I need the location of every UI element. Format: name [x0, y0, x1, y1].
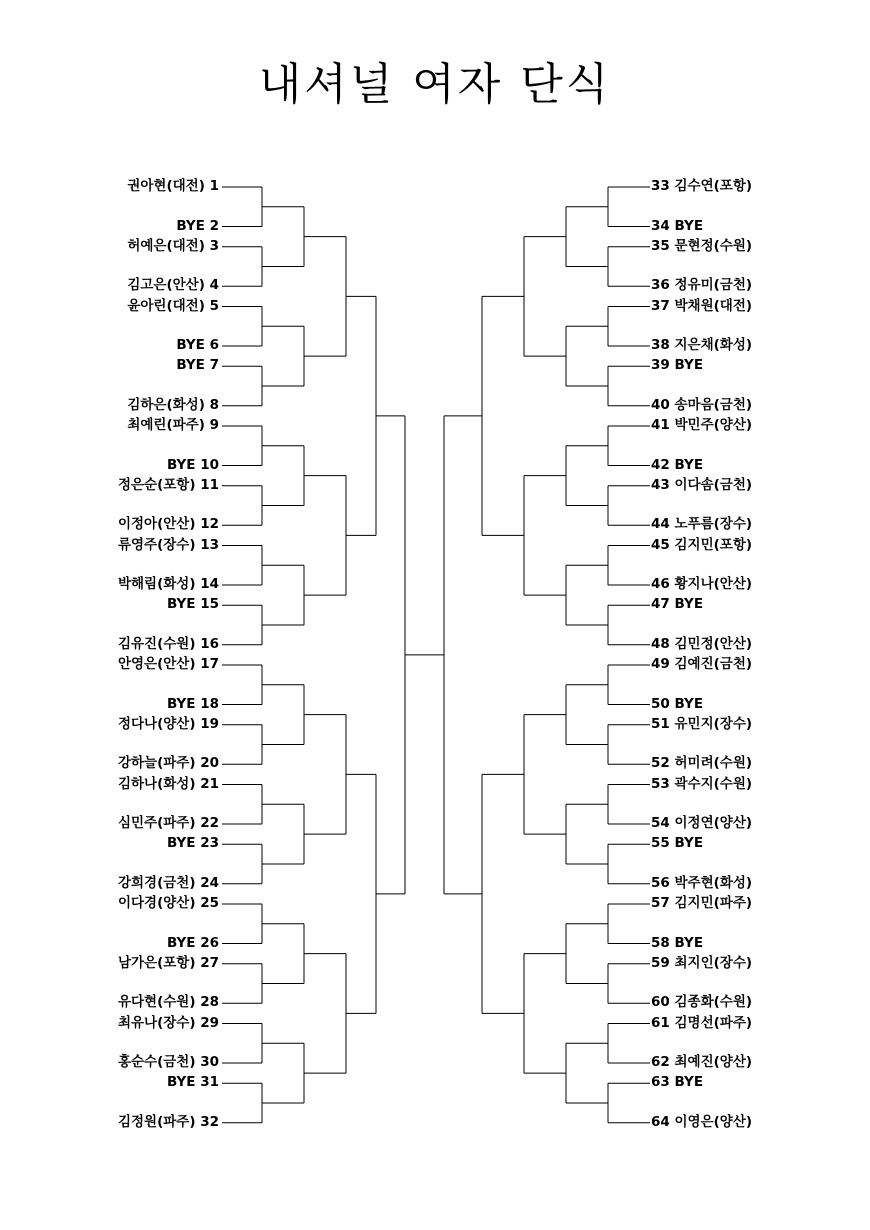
player-name: 최예진(양산) — [674, 1054, 753, 1070]
left-slot-11 — [118, 477, 219, 493]
left-slot-29 — [118, 1015, 219, 1031]
seed-number: 29 — [200, 1014, 219, 1031]
player-name: 이영은(양산) — [674, 1113, 753, 1130]
player-name: 박채원(대전) — [674, 297, 753, 314]
player-name: 정은순(포항) — [117, 476, 196, 493]
right-slot-45 — [651, 537, 752, 553]
seed-number: 10 — [200, 456, 219, 473]
left-slot-15 — [167, 596, 219, 612]
seed-number: 47 — [651, 596, 670, 613]
player-name: 박민주(양산) — [674, 417, 753, 433]
left-slot-9 — [127, 417, 219, 433]
seed-number: 51 — [651, 715, 670, 732]
left-slot-10 — [167, 457, 219, 473]
seed-number: 53 — [651, 775, 670, 792]
player-name: 이정연(양산) — [674, 815, 753, 831]
seed-number: 17 — [200, 656, 219, 672]
player-name: BYE — [176, 217, 205, 234]
left-slot-5 — [127, 298, 219, 314]
player-name: 이다경(양산) — [117, 895, 196, 911]
player-name: BYE — [674, 835, 704, 852]
seed-number: 2 — [209, 217, 219, 234]
player-name: 문현정(수원) — [674, 237, 753, 254]
seed-number: 36 — [651, 277, 670, 294]
right-slot-50 — [651, 696, 703, 712]
seed-number: 57 — [651, 895, 670, 911]
seed-number: 55 — [651, 835, 670, 852]
seed-number: 61 — [651, 1014, 670, 1031]
player-name: 홍순수(금천) — [117, 1054, 196, 1070]
right-slot-59 — [651, 955, 752, 971]
seed-number: 24 — [200, 874, 219, 891]
player-name: 김정원(파주) — [117, 1113, 196, 1130]
right-slot-60 — [651, 994, 752, 1010]
seed-number: 45 — [651, 536, 670, 553]
player-name: 강희경(금천) — [117, 874, 196, 891]
right-slot-61 — [651, 1015, 752, 1031]
left-slot-28 — [118, 994, 219, 1010]
right-slot-44 — [651, 516, 752, 532]
seed-number: 9 — [209, 417, 219, 433]
seed-number: 8 — [209, 396, 219, 413]
right-slot-62 — [651, 1054, 752, 1070]
player-name: BYE — [166, 934, 196, 951]
player-name: 이정아(안산) — [117, 516, 196, 533]
player-name: 노푸름(장수) — [674, 516, 753, 533]
player-name: BYE — [674, 1074, 704, 1091]
seed-number: 6 — [209, 337, 219, 353]
right-slot-57 — [651, 895, 752, 911]
seed-number: 46 — [651, 576, 670, 592]
player-name: 정유미(금천) — [674, 277, 753, 294]
seed-number: 12 — [200, 516, 219, 533]
seed-number: 60 — [651, 994, 670, 1011]
player-name: 허미려(수원) — [674, 755, 753, 772]
player-name: 유민지(장수) — [674, 715, 753, 732]
player-name: BYE — [674, 596, 704, 613]
seed-number: 3 — [209, 237, 219, 254]
left-slot-4 — [127, 277, 219, 293]
seed-number: 49 — [651, 656, 670, 672]
player-name: 김종화(수원) — [674, 994, 753, 1011]
seed-number: 50 — [651, 695, 670, 712]
seed-number: 59 — [651, 954, 670, 971]
seed-number: 35 — [651, 237, 670, 254]
seed-number: 1 — [209, 178, 219, 194]
left-slot-27 — [118, 955, 219, 971]
player-name: 유다현(수원) — [117, 994, 196, 1011]
player-name: 김지민(파주) — [674, 895, 753, 911]
seed-number: 42 — [651, 456, 670, 473]
player-name: BYE — [166, 835, 196, 852]
player-name: 허예은(대전) — [127, 237, 205, 254]
seed-number: 63 — [651, 1074, 670, 1091]
player-name: 김고은(안산) — [127, 277, 205, 294]
seed-number: 54 — [651, 815, 670, 831]
seed-number: 38 — [651, 337, 670, 353]
right-slot-43 — [651, 477, 752, 493]
seed-number: 22 — [200, 815, 219, 831]
seed-number: 52 — [651, 755, 670, 772]
seed-number: 31 — [200, 1074, 219, 1091]
seed-number: 14 — [200, 576, 219, 592]
player-name: 윤아린(대전) — [127, 297, 205, 314]
left-slot-31 — [167, 1074, 219, 1090]
seed-number: 40 — [651, 396, 670, 413]
seed-number: 30 — [200, 1054, 219, 1070]
left-slot-13 — [118, 537, 219, 553]
left-slot-25 — [118, 895, 219, 911]
right-slot-38 — [651, 337, 752, 353]
left-slot-32 — [118, 1114, 219, 1130]
seed-number: 28 — [200, 994, 219, 1011]
right-slot-56 — [651, 875, 752, 891]
left-slot-12 — [118, 516, 219, 532]
player-name: 곽수지(수원) — [674, 775, 753, 792]
player-name: BYE — [674, 456, 704, 473]
player-name: 김하나(화성) — [117, 775, 196, 792]
left-slot-17 — [118, 656, 219, 672]
seed-number: 25 — [200, 895, 219, 911]
left-slot-8 — [127, 397, 219, 413]
right-slot-36 — [651, 277, 752, 293]
right-slot-35 — [651, 238, 752, 254]
seed-number: 7 — [209, 357, 219, 374]
left-slot-19 — [118, 716, 219, 732]
seed-number: 4 — [209, 277, 219, 294]
left-slot-26 — [167, 935, 219, 951]
player-name: 지은채(화성) — [674, 337, 753, 353]
right-slot-46 — [651, 576, 752, 592]
player-name: 이다솜(금천) — [674, 476, 753, 493]
right-slot-51 — [651, 716, 752, 732]
player-name: BYE — [176, 337, 205, 353]
right-slot-33 — [651, 178, 752, 194]
player-name: 김명선(파주) — [674, 1014, 753, 1031]
seed-number: 32 — [200, 1113, 219, 1130]
player-name: 김예진(금천) — [674, 656, 753, 672]
player-name: BYE — [166, 596, 196, 613]
seed-number: 33 — [651, 178, 670, 194]
left-slot-22 — [118, 815, 219, 831]
right-slot-58 — [651, 935, 703, 951]
player-name: 김민정(안산) — [674, 635, 753, 652]
player-name: 최예린(파주) — [127, 417, 205, 433]
player-name: 강하늘(파주) — [117, 755, 196, 772]
right-slot-40 — [651, 397, 752, 413]
seed-number: 23 — [200, 835, 219, 852]
player-name: BYE — [176, 357, 205, 374]
seed-number: 19 — [200, 715, 219, 732]
right-slot-53 — [651, 776, 752, 792]
right-slot-41 — [651, 417, 752, 433]
right-slot-37 — [651, 298, 752, 314]
right-slot-52 — [651, 755, 752, 771]
player-name: 김수연(포항) — [674, 178, 753, 194]
seed-number: 34 — [651, 217, 670, 234]
seed-number: 44 — [651, 516, 670, 533]
player-name: 심민주(파주) — [117, 815, 196, 831]
seed-number: 27 — [200, 954, 219, 971]
seed-number: 41 — [651, 417, 670, 433]
left-slot-7 — [176, 357, 219, 373]
seed-number: 58 — [651, 934, 670, 951]
seed-number: 37 — [651, 297, 670, 314]
left-slot-3 — [127, 238, 219, 254]
player-name: BYE — [674, 217, 704, 234]
left-slot-6 — [176, 337, 219, 353]
right-slot-64 — [651, 1114, 752, 1130]
right-slot-42 — [651, 457, 703, 473]
left-slot-16 — [118, 636, 219, 652]
left-slot-24 — [118, 875, 219, 891]
right-slot-55 — [651, 835, 703, 851]
seed-number: 11 — [200, 476, 219, 493]
player-name: BYE — [166, 456, 196, 473]
right-slot-54 — [651, 815, 752, 831]
seed-number: 16 — [200, 635, 219, 652]
player-name: 김하은(화성) — [127, 396, 205, 413]
player-name: 정다나(양산) — [117, 715, 196, 732]
seed-number: 39 — [651, 357, 670, 374]
seed-number: 13 — [200, 536, 219, 553]
right-slot-48 — [651, 636, 752, 652]
player-name: 김지민(포항) — [674, 536, 753, 553]
seed-number: 48 — [651, 635, 670, 652]
seed-number: 15 — [200, 596, 219, 613]
left-slot-30 — [118, 1054, 219, 1070]
player-name: 송마음(금천) — [674, 396, 753, 413]
left-slot-20 — [118, 755, 219, 771]
player-name: 안영은(안산) — [117, 656, 196, 672]
player-name: 류영주(장수) — [117, 536, 196, 553]
player-name: 황지나(안산) — [674, 576, 753, 592]
player-name: 김유진(수원) — [117, 635, 196, 652]
left-slot-2 — [176, 218, 219, 234]
seed-number: 20 — [200, 755, 219, 772]
left-slot-14 — [118, 576, 219, 592]
player-name: BYE — [674, 357, 704, 374]
player-name: BYE — [674, 934, 704, 951]
seed-number: 18 — [200, 695, 219, 712]
right-slot-47 — [651, 596, 703, 612]
seed-number: 62 — [651, 1054, 670, 1070]
seed-number: 5 — [209, 297, 219, 314]
right-slot-39 — [651, 357, 703, 373]
player-name: 남가은(포항) — [117, 954, 196, 971]
player-name: 박해림(화성) — [117, 576, 196, 592]
left-slot-1 — [127, 178, 219, 194]
player-name: BYE — [166, 1074, 196, 1091]
right-slot-34 — [651, 218, 703, 234]
left-slot-23 — [167, 835, 219, 851]
seed-number: 26 — [200, 934, 219, 951]
seed-number: 56 — [651, 874, 670, 891]
left-slot-18 — [167, 696, 219, 712]
player-name: 권아현(대전) — [127, 178, 205, 194]
seed-number: 43 — [651, 476, 670, 493]
page-title: 내셔널 여자 단식 — [258, 59, 612, 110]
player-name: BYE — [674, 695, 704, 712]
seed-number: 21 — [200, 775, 219, 792]
player-name: BYE — [166, 695, 196, 712]
player-name: 최유나(장수) — [117, 1014, 196, 1031]
seed-number: 64 — [651, 1113, 670, 1130]
left-slot-21 — [118, 776, 219, 792]
player-name: 박주현(화성) — [674, 874, 753, 891]
right-slot-63 — [651, 1074, 703, 1090]
player-name: 최지인(장수) — [674, 954, 753, 971]
right-slot-49 — [651, 656, 752, 672]
